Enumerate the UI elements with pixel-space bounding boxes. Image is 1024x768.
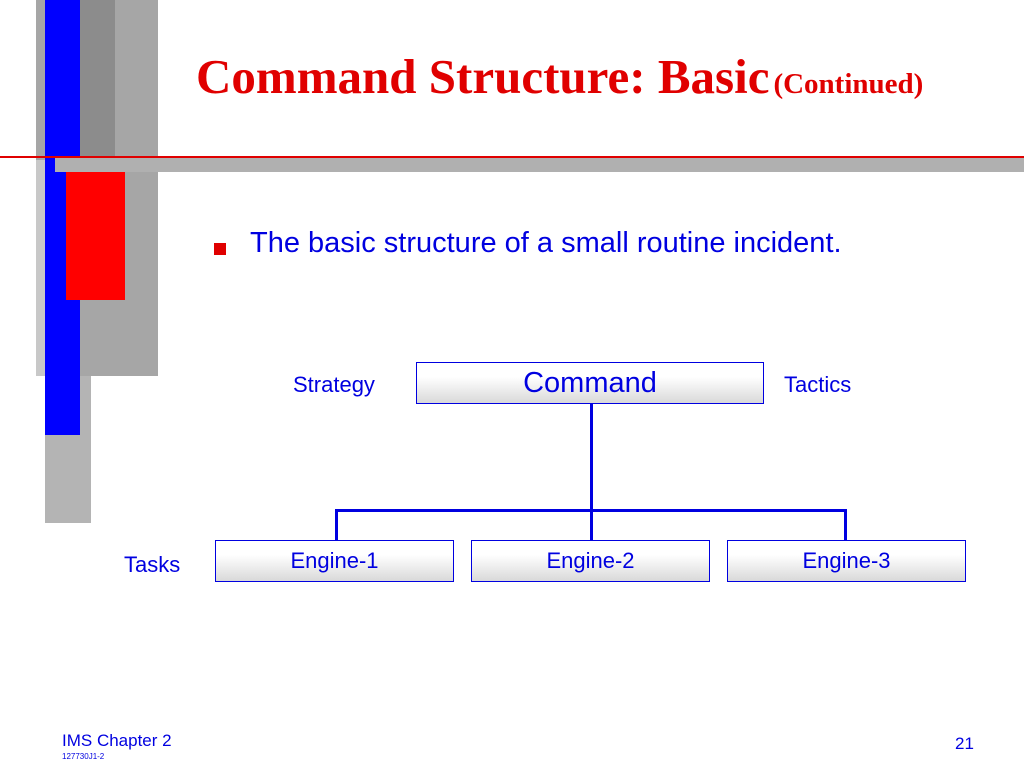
label-strategy: Strategy [293, 372, 375, 397]
title-rule-gray [55, 158, 1024, 172]
title-rule-red [0, 156, 1024, 158]
connector-engine-1 [335, 509, 338, 540]
node-engine-3: Engine-3 [727, 540, 966, 582]
node-engine-1: Engine-1 [215, 540, 454, 582]
slide-title-sub: (Continued) [773, 68, 924, 100]
label-tasks: Tasks [124, 552, 181, 577]
node-engine-2: Engine-2 [471, 540, 710, 582]
bullet-text: The basic structure of a small routine incident. [250, 227, 842, 259]
decor-red-block [66, 172, 125, 300]
connector-command-down [590, 404, 593, 512]
connector-engine-2 [590, 509, 593, 540]
slide-title-main: Command Structure: Basic [196, 49, 770, 104]
connector-engine-3 [844, 509, 847, 540]
footer-chapter: IMS Chapter 2 [62, 731, 172, 750]
page-number: 21 [955, 734, 974, 753]
footer-code: 127730J1-2 [62, 752, 105, 761]
node-command: Command [416, 362, 764, 404]
bullet-square-icon [214, 243, 226, 255]
slide-title [196, 48, 923, 105]
label-tactics: Tactics [784, 372, 852, 397]
